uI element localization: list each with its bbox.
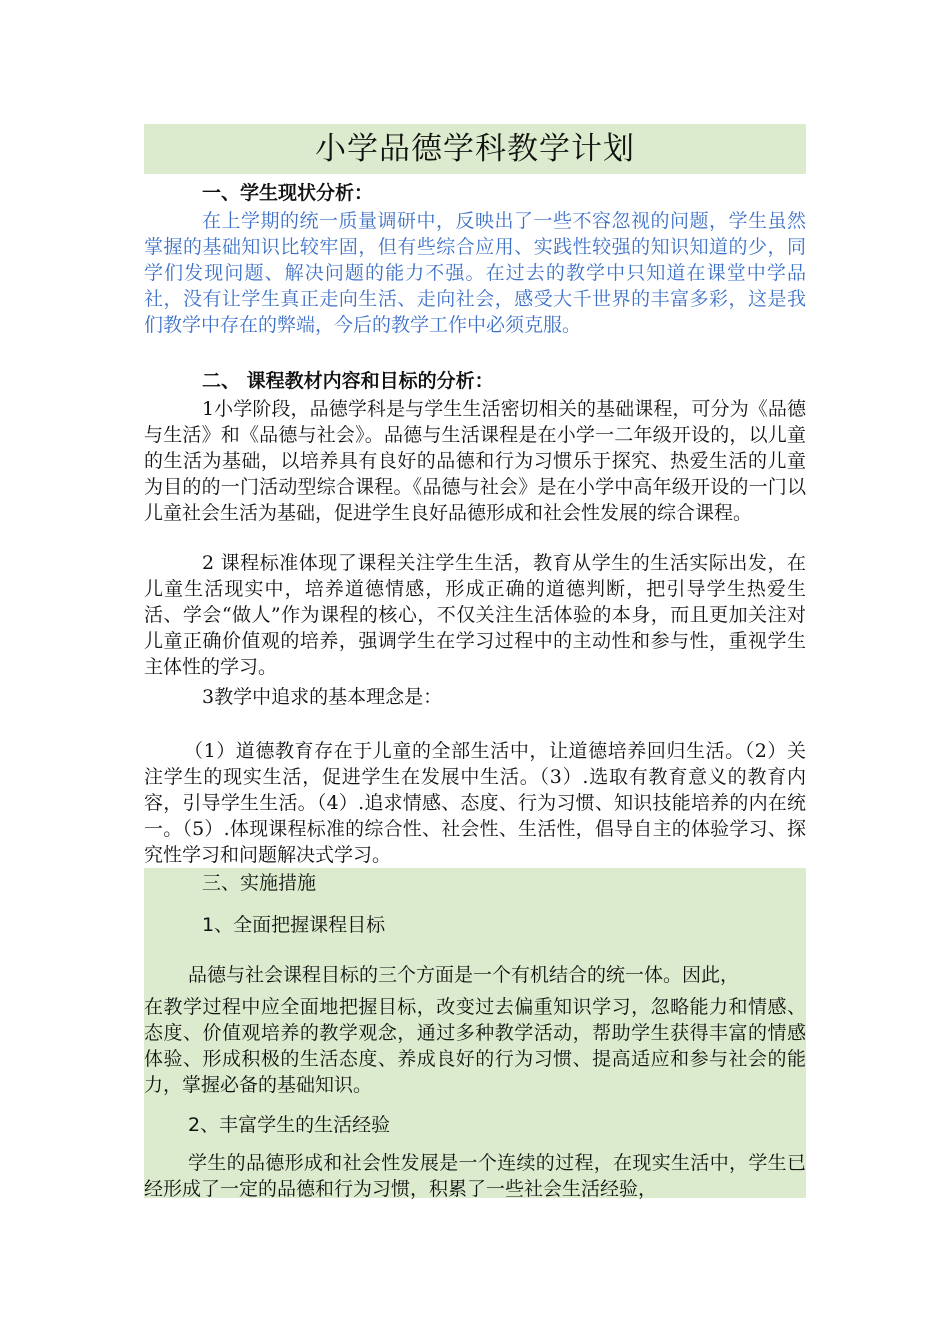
section-2-principles-list: （1）道德教育存在于儿童的全部生活中，让道德培养回归生活。（2）关注学生的现实生活，促进学生在发展中生活。（3）.选取有教育意义的教育内容，引导学生生活。（4）.追求情感、态度、行为习惯、知识技能培养的内在统一。（5）.体现课程标准的综合性、社会性、生活性，倡导自主的体验学习、探究性学习和问题解决式学习。 (144, 740, 806, 866)
section-3-paragraph-1-line-1: 品德与社会课程目标的三个方面是一个有机结合的统一体。因此， (188, 964, 740, 986)
section-2-paragraph-1: 1小学阶段，品德学科是与学生生活密切相关的基础课程，可分为《品德与生活》和《品德与社会》。品德与生活课程是在小学一二年级开设的，以儿童的生活为基础，以培养具有良好的品德和行为习惯乐于探究、热爱生活的儿童为目的的一门活动型综合课程。《品德与社会》是在小学中高年级开设的一门以儿童社会生活为基础，促进学生良好品德形成和社会性发展的综合课程。 (144, 398, 806, 524)
section-2-heading: 二、 课程教材内容和目标的分析： (202, 370, 494, 392)
doc-title: 小学品德学科教学计划 (144, 124, 806, 174)
section-3-heading: 三、实施措施 (202, 872, 317, 894)
section-2-paragraph-2: 2 课程标准体现了课程关注学生生活，教育从学生的生活实际出发，在儿童生活现实中，培养道德情感，形成正确的道德判断，把引导学生热爱生活、学会“做人”作为课程的核心，不仅关注生活体验的本身，而且更加关注对儿童正确价值观的培养，强调学生在学习过程中的主动性和参与性，重视学生主体性的学习。 (144, 552, 806, 678)
section-2-paragraph-3: 3教学中追求的基本理念是： (202, 686, 443, 708)
section-1-paragraph: 在上学期的统一质量调研中，反映出了一些不容忽视的问题，学生虽然掌握的基础知识比较牢固，但有些综合应用、实践性较强的知识知道的少，同学们发现问题、解决问题的能力不强。在过去的教学中只知道在课堂中学品社，没有让学生真正走向生活、走向社会，感受大千世界的丰富多彩，这是我们教学中存在的弊端，今后的教学工作中必须克服。 (144, 210, 806, 336)
section-3-subheading-2: 2、丰富学生的生活经验 (188, 1114, 391, 1136)
section-1-heading: 一、学生现状分析： (202, 182, 374, 204)
section-3-paragraph-2: 学生的品德形成和社会性发展是一个连续的过程，在现实生活中，学生已经形成了一定的品德和行为习惯，积累了一些社会生活经验， (144, 1152, 806, 1200)
section-3-paragraph-1: 在教学过程中应全面地把握目标，改变过去偏重知识学习，忽略能力和情感、态度、价值观培养的教学观念，通过多种教学活动，帮助学生获得丰富的情感体验、形成积极的生活态度、养成良好的行为习惯、提高适应和参与社会的能力，掌握必备的基础知识。 (144, 996, 806, 1096)
section-3-subheading-1: 1、全面把握课程目标 (202, 914, 386, 936)
